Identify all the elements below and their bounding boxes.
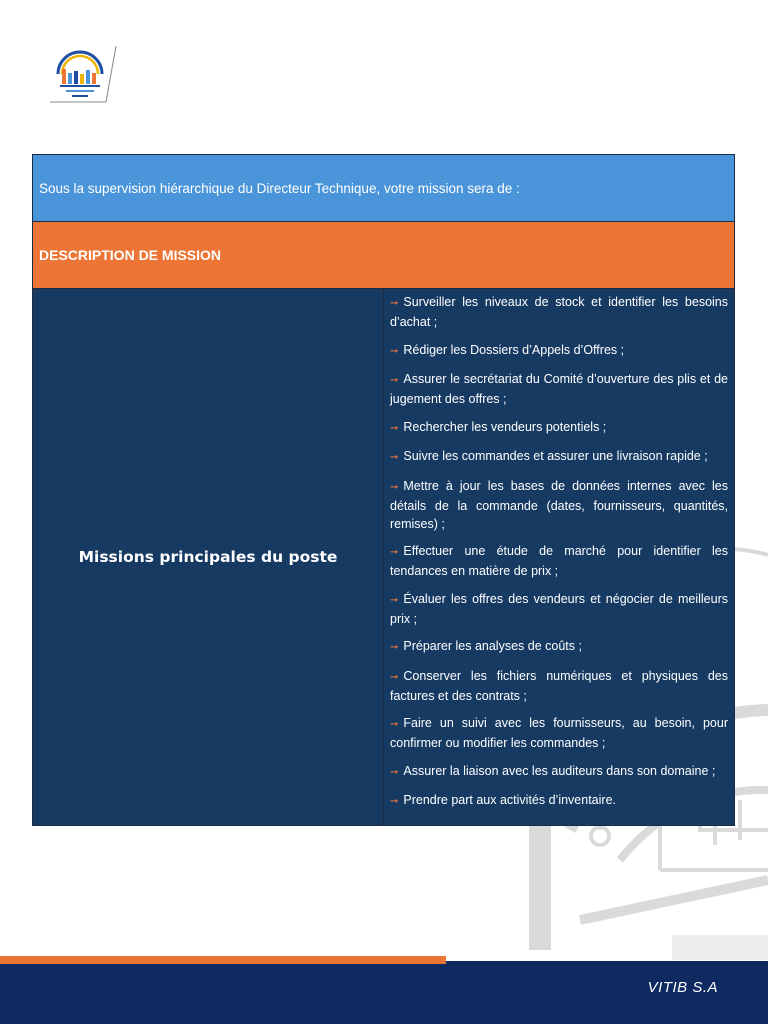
arrow-right-icon: ➞ <box>390 594 399 606</box>
mission-text: Conserver les fichiers numériques et physiques des factures et des contrats ; <box>390 668 728 703</box>
arrow-right-icon: ➞ <box>390 766 399 778</box>
section-title: DESCRIPTION DE MISSION <box>33 222 735 289</box>
mission-item <box>390 762 728 782</box>
arrow-right-icon: ➞ <box>390 345 399 357</box>
arrow-right-icon: ➞ <box>390 452 399 463</box>
mission-item <box>390 542 728 580</box>
section-row <box>33 222 735 289</box>
mission-text: Mettre à jour les bases de données internes avec les détails de la commande (dates, fournisseurs, quantités, remises) ; <box>390 478 728 531</box>
mission-item <box>390 791 728 811</box>
footer-company-name: VITIB S.A <box>647 979 718 996</box>
mission-list <box>390 293 728 811</box>
mission-text: Prendre part aux activités d’inventaire. <box>403 793 617 807</box>
missions-cell <box>384 289 735 826</box>
mission-text: Préparer les analyses de coûts ; <box>403 639 582 653</box>
arrow-right-icon: ➞ <box>390 671 399 683</box>
intro-text: Sous la supervision hiérarchique du Directeur Technique, votre mission sera de : <box>33 155 735 222</box>
mission-table <box>32 154 735 826</box>
missions-label: Missions principales du poste <box>33 289 384 826</box>
arrow-right-icon: ➞ <box>390 481 399 493</box>
missions-row <box>33 289 735 826</box>
mission-item <box>390 293 728 331</box>
mission-item <box>390 418 728 438</box>
arrow-right-icon: ➞ <box>390 422 399 434</box>
arrow-right-icon: ➞ <box>390 719 399 730</box>
arrow-right-icon: ➞ <box>390 298 399 309</box>
mission-text: Effectuer une étude de marché pour identifier les tendances en matière de prix ; <box>390 544 728 578</box>
mission-text: Assurer le secrétariat du Comité d’ouverture des plis et de jugement des offres ; <box>390 372 728 406</box>
arrow-right-icon: ➞ <box>390 547 399 558</box>
footer-accent-stripe <box>0 956 446 964</box>
mission-item <box>390 477 728 533</box>
mission-item <box>390 714 728 752</box>
vitib-logo-icon <box>46 44 120 106</box>
arrow-right-icon: ➞ <box>390 642 399 653</box>
mission-item <box>390 447 728 467</box>
mission-item <box>390 667 728 705</box>
footer-bar <box>0 961 768 1024</box>
arrow-right-icon: ➞ <box>390 796 399 807</box>
mission-item <box>390 637 728 657</box>
mission-item <box>390 590 728 628</box>
mission-text: Suivre les commandes et assurer une livraison rapide ; <box>403 449 708 463</box>
mission-item <box>390 370 728 408</box>
mission-text: Surveiller les niveaux de stock et identifier les besoins d’achat ; <box>390 295 728 329</box>
mission-text: Faire un suivi avec les fournisseurs, au besoin, pour confirmer ou modifier les commandes ; <box>390 716 728 750</box>
intro-row <box>33 155 735 222</box>
mission-text: Évaluer les offres des vendeurs et négocier de meilleurs prix ; <box>390 591 728 626</box>
mission-text: Rechercher les vendeurs potentiels ; <box>403 419 607 434</box>
mission-text: Rédiger les Dossiers d’Appels d’Offres ; <box>403 342 625 357</box>
arrow-right-icon: ➞ <box>390 375 399 386</box>
mission-text: Assurer la liaison avec les auditeurs dans son domaine ; <box>403 763 716 778</box>
mission-item <box>390 341 728 361</box>
